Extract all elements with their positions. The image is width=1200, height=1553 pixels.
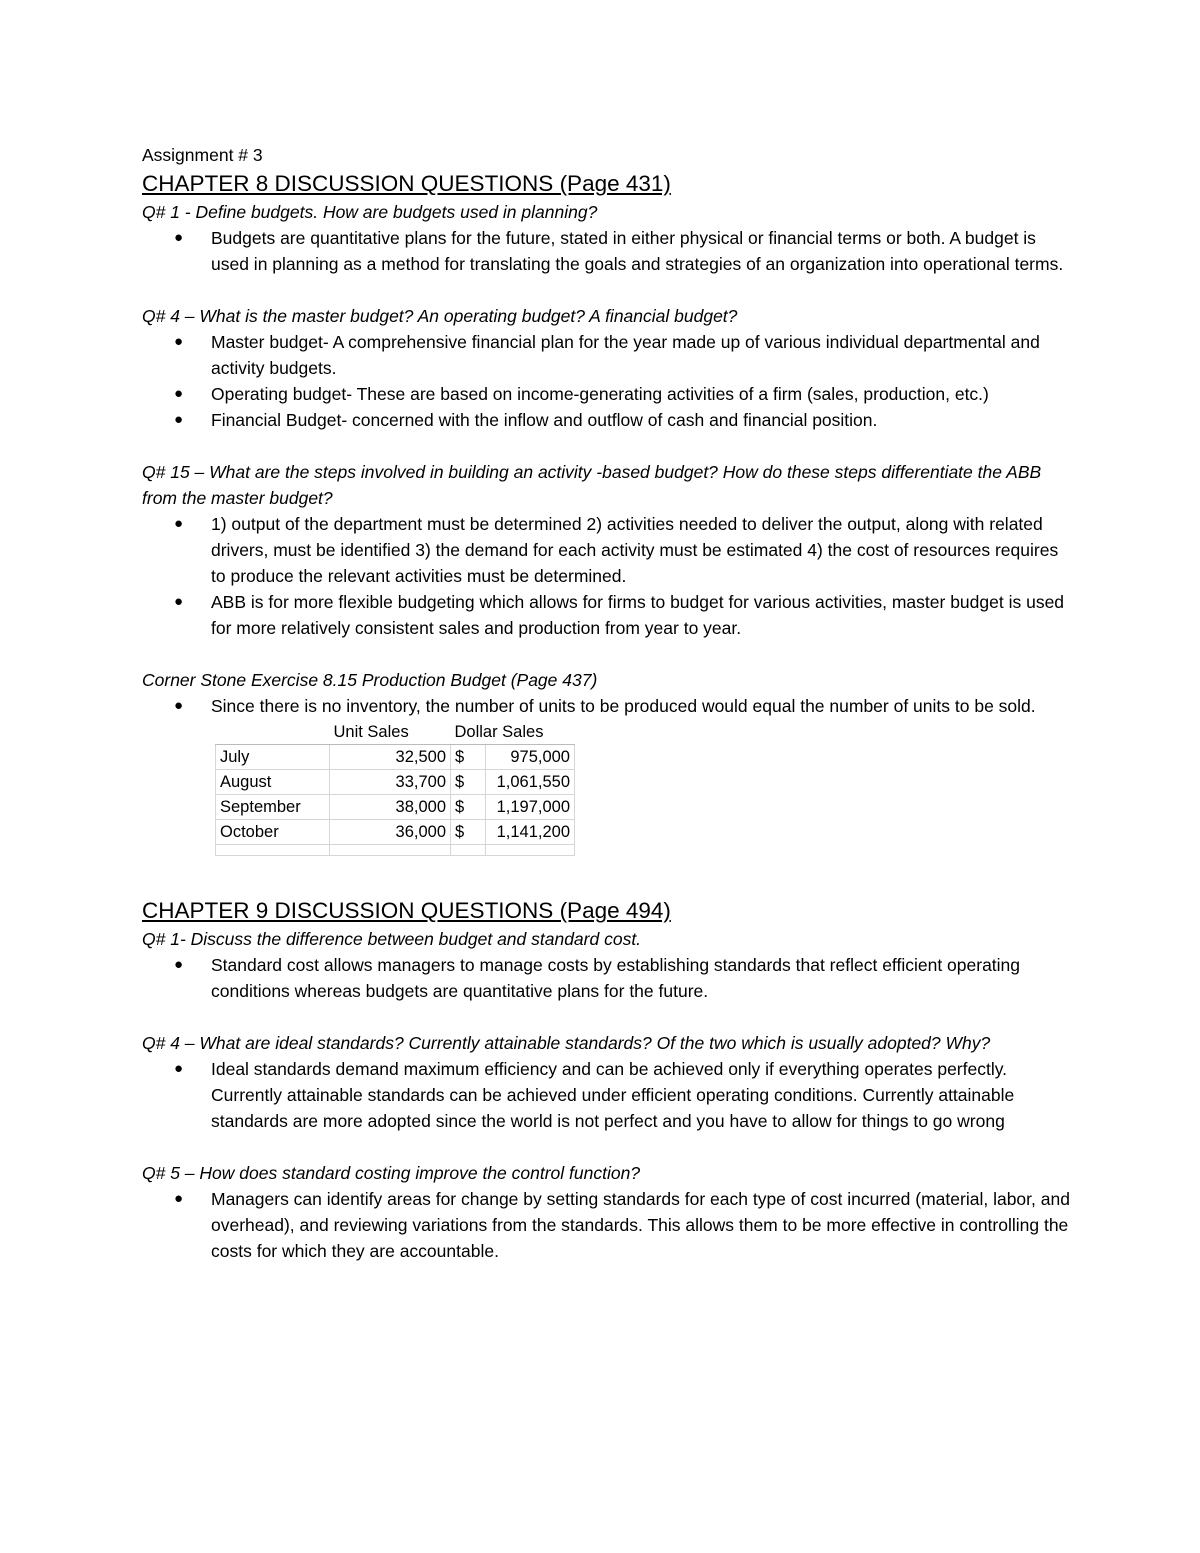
answer-item (142, 693, 1072, 719)
table-row (216, 820, 575, 845)
bullet-icon: ● (174, 697, 184, 714)
answer-item (142, 511, 1072, 589)
answer-list (142, 1056, 1072, 1134)
bullet-icon: ● (174, 385, 184, 402)
table-row (216, 745, 575, 770)
dollars-cell: 1,061,550 (486, 770, 575, 795)
question: Q# 5 – How does standard costing improve the control function? (142, 1163, 641, 1183)
answer-list (142, 1186, 1072, 1264)
answer-item (142, 381, 1072, 407)
answer-item (142, 407, 1072, 433)
bullet-icon: ● (174, 333, 184, 350)
bullet-icon: ● (174, 229, 184, 246)
table-row (216, 770, 575, 795)
bullet-icon: ● (174, 1190, 184, 1207)
answer-item (142, 1186, 1072, 1264)
answer-list (142, 511, 1072, 641)
answer-text: Standard cost allows managers to manage costs by establishing standards that reflect efficient operating conditions whereas budgets are quantitative plans for the future. (211, 955, 1021, 1001)
month-cell: August (216, 770, 330, 795)
table-blank-row (216, 845, 575, 856)
chapter-9-heading: CHAPTER 9 DISCUSSION QUESTIONS (Page 494) (142, 898, 671, 923)
month-cell: July (216, 745, 330, 770)
bullet-icon: ● (174, 956, 184, 973)
chapter-8-heading: CHAPTER 8 DISCUSSION QUESTIONS (Page 431) (142, 171, 671, 196)
production-budget-table (215, 721, 575, 856)
question: Q# 1 - Define budgets. How are budgets used in planning? (142, 202, 598, 222)
document-content (142, 142, 1072, 1264)
answer-text: Budgets are quantitative plans for the future, stated in either physical or financial terms or both. A budget is used in planning as a method for translating the goals and strategies of an organization into operational terms. (211, 228, 1064, 274)
answer-item (142, 225, 1072, 277)
answer-item (142, 952, 1072, 1004)
month-cell: September (216, 795, 330, 820)
currency-cell: $ (451, 795, 486, 820)
question: Q# 15 – What are the steps involved in building an activity -based budget? How do these steps differentiate the ABB from the master budget? (142, 462, 1042, 508)
dollars-cell: 1,197,000 (486, 795, 575, 820)
column-header-unit-sales: Unit Sales (330, 721, 451, 745)
answer-text: Managers can identify areas for change by setting standards for each type of cost incurred (material, labor, and overhead), and reviewing variations from the standards. This allows them to be more effective in controlling the costs for which they are accountable. (211, 1189, 1070, 1261)
answer-list (142, 329, 1072, 433)
question: Q# 4 – What is the master budget? An operating budget? A financial budget? (142, 306, 738, 326)
answer-text: Operating budget- These are based on income-generating activities of a firm (sales, production, etc.) (211, 384, 989, 404)
answer-text: Ideal standards demand maximum efficiency and can be achieved only if everything operates perfectly. Currently attainable standards can be achieved under efficient operating conditions. Currently attainable standards are more adopted since the world is not perfect and you have to allow for things to go wrong (211, 1059, 1015, 1131)
table-header-row (216, 721, 575, 745)
dollars-cell: 975,000 (486, 745, 575, 770)
bullet-icon: ● (174, 411, 184, 428)
answer-list (142, 225, 1072, 277)
answer-text: Financial Budget- concerned with the inflow and outflow of cash and financial position. (211, 410, 878, 430)
bullet-icon: ● (174, 593, 184, 610)
column-header-dollar-sales: Dollar Sales (451, 721, 575, 745)
month-cell: October (216, 820, 330, 845)
units-cell: 33,700 (330, 770, 451, 795)
units-cell: 38,000 (330, 795, 451, 820)
answer-item (142, 329, 1072, 381)
exercise-title: Corner Stone Exercise 8.15 Production Budget (Page 437) (142, 670, 598, 690)
bullet-icon: ● (174, 1060, 184, 1077)
currency-cell: $ (451, 820, 486, 845)
answer-text: Since there is no inventory, the number of units to be produced would equal the number of units to be sold. (211, 696, 1036, 716)
answer-list (142, 693, 1072, 719)
answer-item (142, 589, 1072, 641)
answer-list (142, 952, 1072, 1004)
answer-item (142, 1056, 1072, 1134)
units-cell: 36,000 (330, 820, 451, 845)
question: Q# 1- Discuss the difference between budget and standard cost. (142, 929, 642, 949)
units-cell: 32,500 (330, 745, 451, 770)
answer-text: ABB is for more flexible budgeting which allows for firms to budget for various activities, master budget is used for more relatively consistent sales and production from year to year. (211, 592, 1065, 638)
dollars-cell: 1,141,200 (486, 820, 575, 845)
column-header (216, 721, 330, 745)
answer-text: 1) output of the department must be determined 2) activities needed to deliver the output, along with related drivers, must be identified 3) the demand for each activity must be estimated 4) the cost of resources requires to produce the relevant activities must be determined. (211, 514, 1059, 586)
table-row (216, 795, 575, 820)
sales-table-wrap (215, 721, 585, 856)
answer-text: Master budget- A comprehensive financial plan for the year made up of various individual departmental and activity budgets. (211, 332, 1040, 378)
currency-cell: $ (451, 770, 486, 795)
question: Q# 4 – What are ideal standards? Currently attainable standards? Of the two which is usually adopted? Why? (142, 1033, 991, 1053)
bullet-icon: ● (174, 515, 184, 532)
currency-cell: $ (451, 745, 486, 770)
assignment-title: Assignment # 3 (142, 145, 263, 165)
